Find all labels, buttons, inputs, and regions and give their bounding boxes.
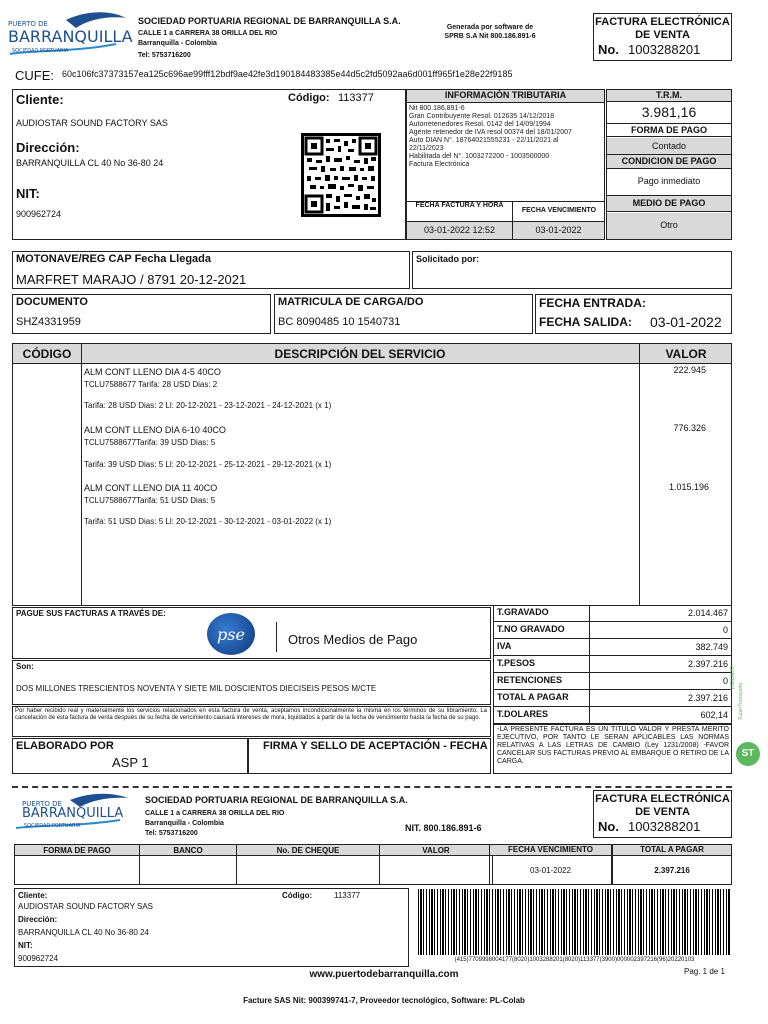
client-name: AUDIOSTAR SOUND FACTORY SAS <box>16 118 168 128</box>
stub-logo-line3: SOCIEDAD PORTUARIA <box>24 823 81 829</box>
matricula-label: MATRICULA DE CARGA/DO <box>278 296 424 308</box>
stub-col-forma: FORMA DE PAGO <box>43 846 111 855</box>
service-title: ALM CONT LLENO DIA 6-10 40CO <box>84 425 226 435</box>
stub-direccion: BARRANQUILLA CL 40 No 36-80 24 <box>18 928 149 937</box>
direccion-label: Dirección: <box>16 140 80 155</box>
son-text: DOS MILLONES TRESCIENTOS NOVENTA Y SIETE MIL DOSCIENTOS DIECISEIS PESOS M/CTE <box>16 684 377 693</box>
stub-nit: NIT. 800.186.891-6 <box>405 823 482 833</box>
vigilado-text: VIGILADO <box>730 666 736 690</box>
supertransporte-text: SuperTransporte <box>738 682 744 720</box>
company-city: Barranquilla - Colombia <box>138 40 217 47</box>
col-codigo: CÓDIGO <box>22 347 72 361</box>
pague-label: PAGUE SUS FACTURAS A TRAVÉS DE: <box>16 609 166 618</box>
service-value: 222.945 <box>673 365 706 375</box>
logo-line1: PUERTO DE <box>8 20 48 28</box>
total-value: 2.397.216 <box>687 659 728 669</box>
stub-invoice-box <box>593 790 732 838</box>
col-valor: VALOR <box>665 347 707 361</box>
cufe-value: 60c106fc37373157ea125c696ae99fff12bdf9ae42fe3d190184483385e44d5c2fd5092aa6d001ff965f1e28e22f9185 <box>62 69 513 79</box>
codigo-value: 113377 <box>338 92 374 104</box>
son-label: Son: <box>16 662 34 671</box>
page-number: Pag. 1 de 1 <box>684 967 725 976</box>
tax-line: Auto DIAN N°. 18764021555231 - 22/11/2021 al <box>409 137 559 144</box>
legal-text: Por haber recibido real y materialmente los servicios relacionados en esta factura de venta, aceptamos incondicionalmente la misma en los términos de su libramiento. La cancelación de esta factura de venta después de su fecha de vencimiento causará intereses de mora, liquidados a partir de la fecha de vencimiento hasta la fecha de su pago. <box>15 708 487 721</box>
fecha-salida: 03-01-2022 <box>650 314 722 330</box>
invoice-title2: DE VENTA <box>635 29 690 41</box>
service-title: ALM CONT LLENO DIA 11 40CO <box>84 483 218 493</box>
stub-logo <box>12 792 132 832</box>
tax-line: 22/11/2023 <box>409 145 444 152</box>
total-label: T.NO GRAVADO <box>497 624 565 634</box>
solicitado-label: Solicitado por: <box>416 254 479 264</box>
total-label: TOTAL A PAGAR <box>497 692 569 702</box>
stub-invoice-number: 1003288201 <box>628 819 701 834</box>
stub-phone: Tel: 5753716200 <box>145 830 198 837</box>
stub-logo-line2: BARRANQUILLA <box>22 806 124 821</box>
total-label: IVA <box>497 641 512 651</box>
tax-line: Factura Electrónica <box>409 161 470 168</box>
qr-code <box>301 133 381 217</box>
total-value: 0 <box>722 625 728 635</box>
condicion-label: CONDICION DE PAGO <box>607 154 731 169</box>
website: www.puertodebarranquilla.com <box>309 969 459 980</box>
stub-col-cheque: No. DE CHEQUE <box>276 846 340 855</box>
fecha-salida-label: FECHA SALIDA: <box>539 315 632 329</box>
service-detail: Tarifa: 51 USD Dias: 5 Ll: 20-12-2021 - 30-12-2021 - 03-01-2022 (x 1) <box>84 517 332 526</box>
firma-label: FIRMA Y SELLO DE ACEPTACIÓN - FECHA <box>263 740 488 752</box>
stub-fecha-label: FECHA VENCIMIENTO <box>490 845 611 856</box>
company-phone: Tel: 5753716200 <box>138 52 191 59</box>
fecha-vencimiento: 03-01-2022 <box>535 225 582 235</box>
fecha-factura-label: FECHA FACTURA Y HORA <box>415 202 504 209</box>
invoice-title1: FACTURA ELECTRÓNICA <box>595 16 730 28</box>
provider: Facture SAS Nit: 900399741-7, Proveedor tecnológico, Software: PL-Colab <box>243 996 525 1005</box>
total-value: 602,14 <box>700 710 728 720</box>
software-line2: SPRB S.A Nit 800.186.891-6 <box>444 33 536 40</box>
stub-nit-label: NIT: <box>18 941 33 950</box>
service-value: 776.326 <box>673 423 706 433</box>
total-label: T.GRAVADO <box>497 607 549 617</box>
stub-col-banco: BANCO <box>173 846 203 855</box>
supertransporte-logo <box>736 742 760 766</box>
total-label: RETENCIONES <box>497 675 563 685</box>
cut-line <box>12 786 732 788</box>
total-value: 382.749 <box>695 642 728 652</box>
barcode-text: (415)7709998004177(8020)1003288201(8020)113377(3900)000002397216(96)20220103 <box>454 957 695 963</box>
medio-label: MEDIO DE PAGO <box>607 195 731 212</box>
total-value: 2.397.216 <box>687 693 728 703</box>
company-logo <box>6 10 133 58</box>
supertransporte-mark: ST <box>741 748 755 759</box>
son-box <box>12 660 491 705</box>
client-nit: 900962724 <box>16 209 62 219</box>
fecha-venc-label: FECHA VENCIMIENTO <box>521 207 597 214</box>
total-value: 2.014.467 <box>687 608 728 618</box>
stub-codigo-label: Código: <box>282 891 313 900</box>
client-address: BARRANQUILLA CL 40 No 36-80 24 <box>16 158 164 168</box>
service-sub: TCLU7588677 Tarifa: 28 USD Dias: 2 <box>84 380 218 389</box>
software-line1: Generada por software de <box>446 24 534 31</box>
cliente-label: Cliente: <box>16 92 64 107</box>
service-detail: Tarifa: 39 USD Dias: 5 Ll: 20-12-2021 - 25-12-2021 - 29-12-2021 (x 1) <box>84 460 332 469</box>
logo-line2: BARRANQUILLA <box>8 27 133 46</box>
total-label: T.DOLARES <box>497 709 549 719</box>
stub-invoice-title2: DE VENTA <box>635 806 690 818</box>
documento-label: DOCUMENTO <box>16 296 88 308</box>
condicion: Pago inmediato <box>637 176 701 186</box>
total-value: 0 <box>722 676 728 686</box>
vessel-label: MOTONAVE/REG CAP Fecha Llegada <box>16 253 211 265</box>
fecha-entrada-label: FECHA ENTRADA: <box>539 296 646 310</box>
pse-text: pse <box>217 625 245 644</box>
tax-info-lines <box>409 105 604 169</box>
medio: Otro <box>607 213 731 239</box>
notice-text: -LA PRESENTE FACTURA ES UN TITULO VALOR Y PRESTA MERITO EJECUTIVO, POR TANTO LE SERAN APLICABLES LAS NORMAS RELATIVAS A LAS LETRAS DE CAMBIO (Ley 1231/2008) -FAVOR CANCELAR SUS FACTURAS PREVIO AL EMBARQUE O RETIRO DE LA CARGA. <box>497 726 729 765</box>
stub-cliente: AUDIOSTAR SOUND FACTORY SAS <box>18 902 153 911</box>
stub-logo-line1: PUERTO DE <box>22 800 62 808</box>
stub-col-valor: VALOR <box>422 846 450 855</box>
service-sub: TCLU7588677Tarifa: 39 USD Dias: 5 <box>84 438 216 447</box>
tax-line: Gran Contribuyente Resol. 012635 14/12/2018 <box>409 113 555 120</box>
invoice-number-box <box>593 13 732 61</box>
codigo-label: Código: <box>288 92 330 104</box>
trm-label: T.R.M. <box>607 90 731 102</box>
stub-invoice-title1: FACTURA ELECTRÓNICA <box>595 793 730 805</box>
company-address: CALLE 1 a CARRERA 38 ORILLA DEL RIO <box>138 30 278 37</box>
matricula: BC 8090485 10 1540731 <box>278 316 401 328</box>
invoice-no-label: No. <box>598 42 619 57</box>
stub-direccion-label: Dirección: <box>18 915 58 924</box>
tax-line: Autorretenedores Resol. 0142 del 14/09/1994 <box>409 121 551 128</box>
tax-line: Nit 800.186.891-6 <box>409 105 465 112</box>
invoice-number: 1003288201 <box>628 42 701 57</box>
stub-invoice-no-label: No. <box>598 819 619 834</box>
service-title: ALM CONT LLENO DIA 4-5 40CO <box>84 367 221 377</box>
pse-logo <box>207 613 255 655</box>
stub-nit-value: 900962724 <box>18 954 59 963</box>
stub-total-label: TOTAL A PAGAR <box>613 845 731 856</box>
vessel-value: MARFRET MARAJO / 8791 20-12-2021 <box>16 272 247 287</box>
service-sub: TCLU7588677Tarifa: 51 USD Dias: 5 <box>84 496 216 505</box>
nit-label: NIT: <box>16 186 40 201</box>
stub-fecha: 03-01-2022 <box>530 866 571 875</box>
stub-address: CALLE 1 a CARRERA 38 ORILLA DEL RIO <box>145 810 285 817</box>
stub-total: 2.397.216 <box>654 866 690 875</box>
stub-company: SOCIEDAD PORTUARIA REGIONAL DE BARRANQUILLA S.A. <box>145 795 408 805</box>
elaborado: ASP 1 <box>112 755 149 770</box>
logo-line3: SOCIEDAD PORTUARIA <box>12 48 69 54</box>
tax-info-title: INFORMACIÓN TRIBUTARIA <box>407 90 604 103</box>
documento: SHZ4331959 <box>16 316 81 328</box>
cufe-label: CUFE: <box>15 68 54 83</box>
stub-city: Barranquilla - Colombia <box>145 820 224 827</box>
tax-line: Habilitada del N°. 1003272200 - 1003500000 <box>409 153 550 160</box>
total-label: T.PESOS <box>497 658 536 668</box>
trm-value: 3.981,16 <box>641 104 697 120</box>
stub-codigo: 113377 <box>334 891 361 900</box>
service-detail: Tarifa: 28 USD Dias: 2 Ll: 20-12-2021 - 23-12-2021 - 24-12-2021 (x 1) <box>84 401 332 410</box>
forma-pago: Contado <box>607 138 731 154</box>
otros-medios: Otros Medios de Pago <box>288 632 418 647</box>
payment-barcode <box>418 889 731 955</box>
stub-cliente-label: Cliente: <box>18 891 48 900</box>
tax-line: Agente retenedor de IVA resol 00374 del 18/01/2007 <box>409 129 572 136</box>
service-value: 1.015.196 <box>668 482 709 492</box>
elaborado-label: ELABORADO POR <box>16 740 114 752</box>
col-descripcion: DESCRIPCIÓN DEL SERVICIO <box>274 347 446 361</box>
company-name: SOCIEDAD PORTUARIA REGIONAL DE BARRANQUILLA S.A. <box>138 16 401 26</box>
fecha-factura: 03-01-2022 12:52 <box>423 225 496 235</box>
forma-pago-label: FORMA DE PAGO <box>607 123 731 137</box>
